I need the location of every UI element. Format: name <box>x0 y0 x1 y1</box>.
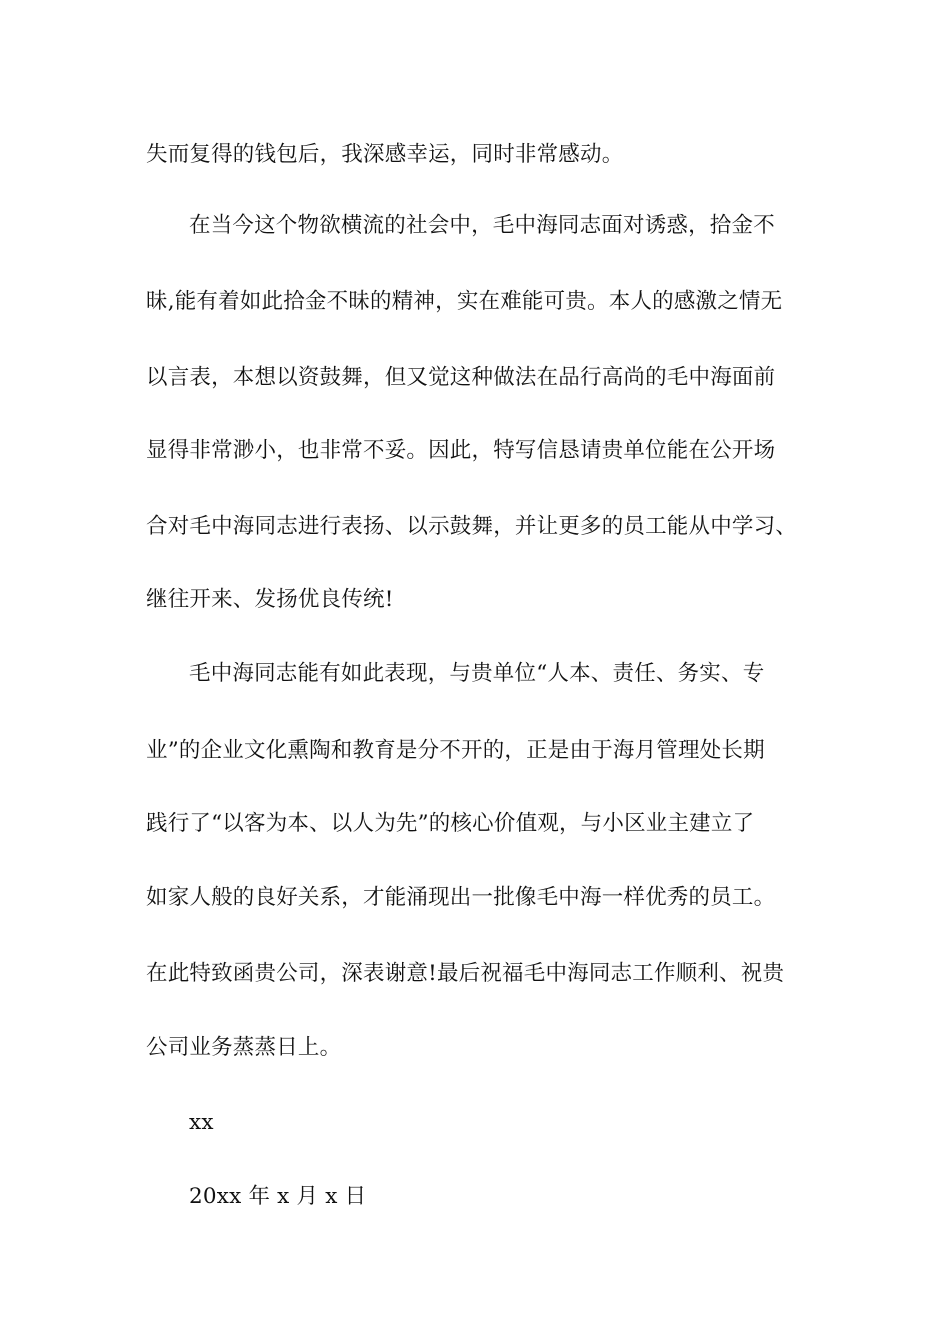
body-text-line: 践行了“以客为本、以人为先”的核心价值观，与小区业主建立了 <box>146 811 755 836</box>
paragraph-start-line: 在当今这个物欲横流的社会中，毛中海同志面对诱惑，拾金不 <box>189 213 775 238</box>
paragraph-start-line: 毛中海同志能有如此表现，与贵单位“人本、责任、务实、专 <box>189 661 765 686</box>
body-text-line: 显得非常渺小，也非常不妥。因此，特写信恳请贵单位能在公开场 <box>146 438 776 463</box>
body-text-line: 失而复得的钱包后，我深感幸运，同时非常感动。 <box>146 142 624 167</box>
body-text-line: 昧,能有着如此拾金不昧的精神，实在难能可贵。本人的感激之情无 <box>146 289 783 314</box>
body-text-line: 如家人般的良好关系，才能涌现出一批像毛中海一样优秀的员工。 <box>146 885 776 910</box>
body-text-line: 在此特致函贵公司，深表谢意!最后祝福毛中海同志工作顺利、祝贵 <box>146 961 785 986</box>
date-line: 20xx 年 x 月 x 日 <box>189 1184 367 1209</box>
body-text-line: 以言表，本想以资鼓舞，但又觉这种做法在品行高尚的毛中海面前 <box>146 365 776 390</box>
body-text-line: 公司业务蒸蒸日上。 <box>146 1035 342 1060</box>
body-text-line: 继往开来、发扬优良传统! <box>146 587 394 612</box>
signature: xx <box>189 1110 214 1135</box>
body-text-line: 业”的企业文化熏陶和教育是分不开的，正是由于海月管理处长期 <box>146 738 765 763</box>
body-text-line: 合对毛中海同志进行表扬、以示鼓舞，并让更多的员工能从中学习、 <box>146 514 798 539</box>
